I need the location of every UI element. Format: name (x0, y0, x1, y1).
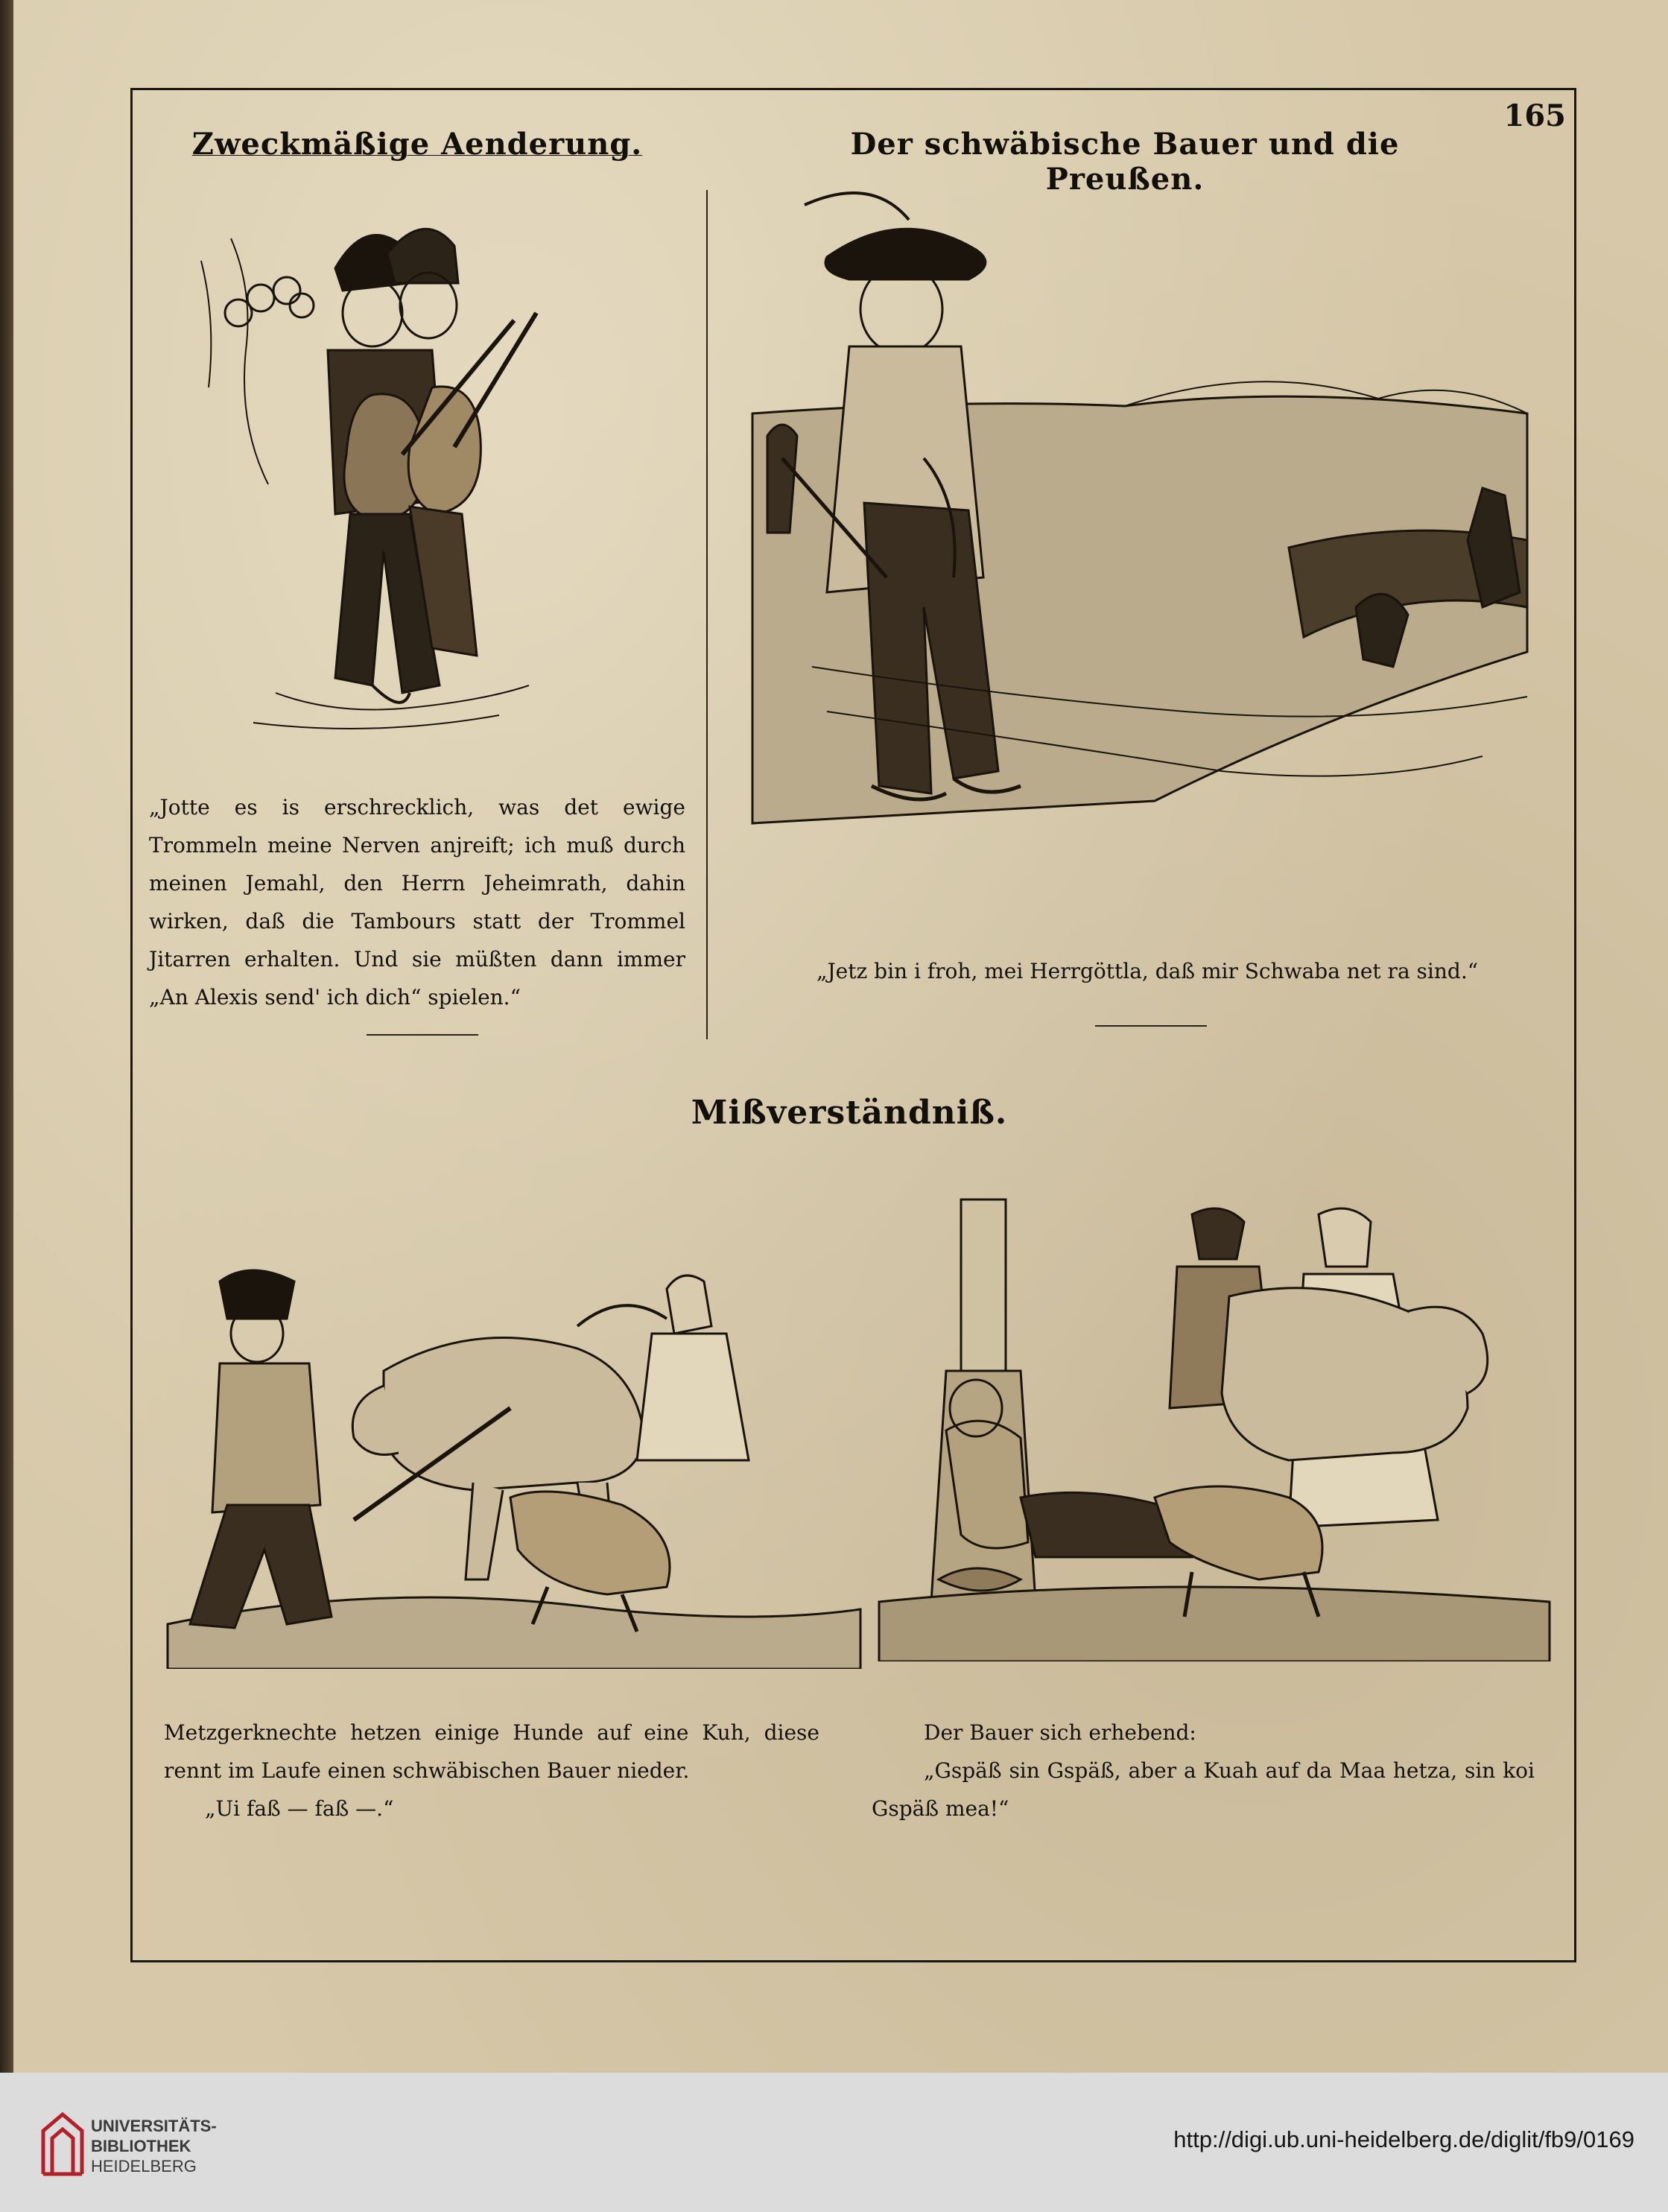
cow-chase-engraving (160, 1237, 864, 1669)
illustration-cow-chase (160, 1237, 864, 1669)
separator-rule-left (367, 1034, 478, 1036)
library-footer (0, 2073, 1668, 2212)
illustration-farmer-down (872, 1185, 1557, 1661)
caption-bottom-right-quote: „Gspäß sin Gspäß, aber a Kuah auf da Maa hetza, sin koi Gspäß mea!“ (872, 1758, 1535, 1821)
logo-line-1: UNIVERSITÄTS- (91, 2117, 217, 2135)
caption-right: „Jetz bin i froh, mei Herrgöttla, daß mir Schwaba net ra sind.“ (816, 959, 1479, 983)
heading-left: Zweckmäßige Aenderung. (191, 127, 643, 162)
logo-line-2: BIBLIOTHEK (91, 2137, 191, 2155)
caption-bottom-left (164, 1714, 819, 1828)
heading-bottom: Mißverständniß. (691, 1094, 1008, 1132)
illustration-drummers (186, 201, 633, 745)
illustration-farmer-troops (738, 190, 1542, 905)
caption-bottom-right-intro: Der Bauer sich erhebend: (924, 1720, 1196, 1745)
caption-bottom-right (872, 1714, 1535, 1828)
logo-line-3: HEIDELBERG (91, 2157, 197, 2175)
farmer-troops-engraving (738, 190, 1542, 905)
caption-bottom-left-text: Metzgerknechte hetzen einige Hunde auf eine Kuh, diese rennt im Laufe einen schwäbischen Bauer nieder. (164, 1720, 819, 1783)
source-url-link[interactable]: http://digi.ub.uni-heidelberg.de/diglit/fb9/0169 (1173, 2126, 1634, 2152)
university-library-logo-icon (37, 2108, 88, 2177)
heading-right: Der schwäbische Bauer und die Preußen. (850, 127, 1400, 197)
book-binding-edge (0, 0, 13, 2073)
caption-bottom-left-quote: „Ui faß — faß —.“ (205, 1796, 394, 1821)
drummers-engraving (186, 201, 633, 745)
separator-rule-right (1095, 1025, 1207, 1027)
farmer-down-engraving (872, 1185, 1557, 1661)
library-logo-text (91, 2116, 217, 2176)
column-divider (706, 190, 708, 1039)
caption-left: „Jotte es is erschrecklich, was det ewige Trommeln meine Nerven anjreift; ich muß durch meinen Jemahl, den Herrn Jeheimrath, dahin wirken, daß die Tambours statt der Trommel Jitarren erhalten. Und sie müßten dann immer „An Alexis send' ich dich“ spielen.“ (149, 795, 685, 1010)
page-number: 165 (1503, 98, 1566, 133)
